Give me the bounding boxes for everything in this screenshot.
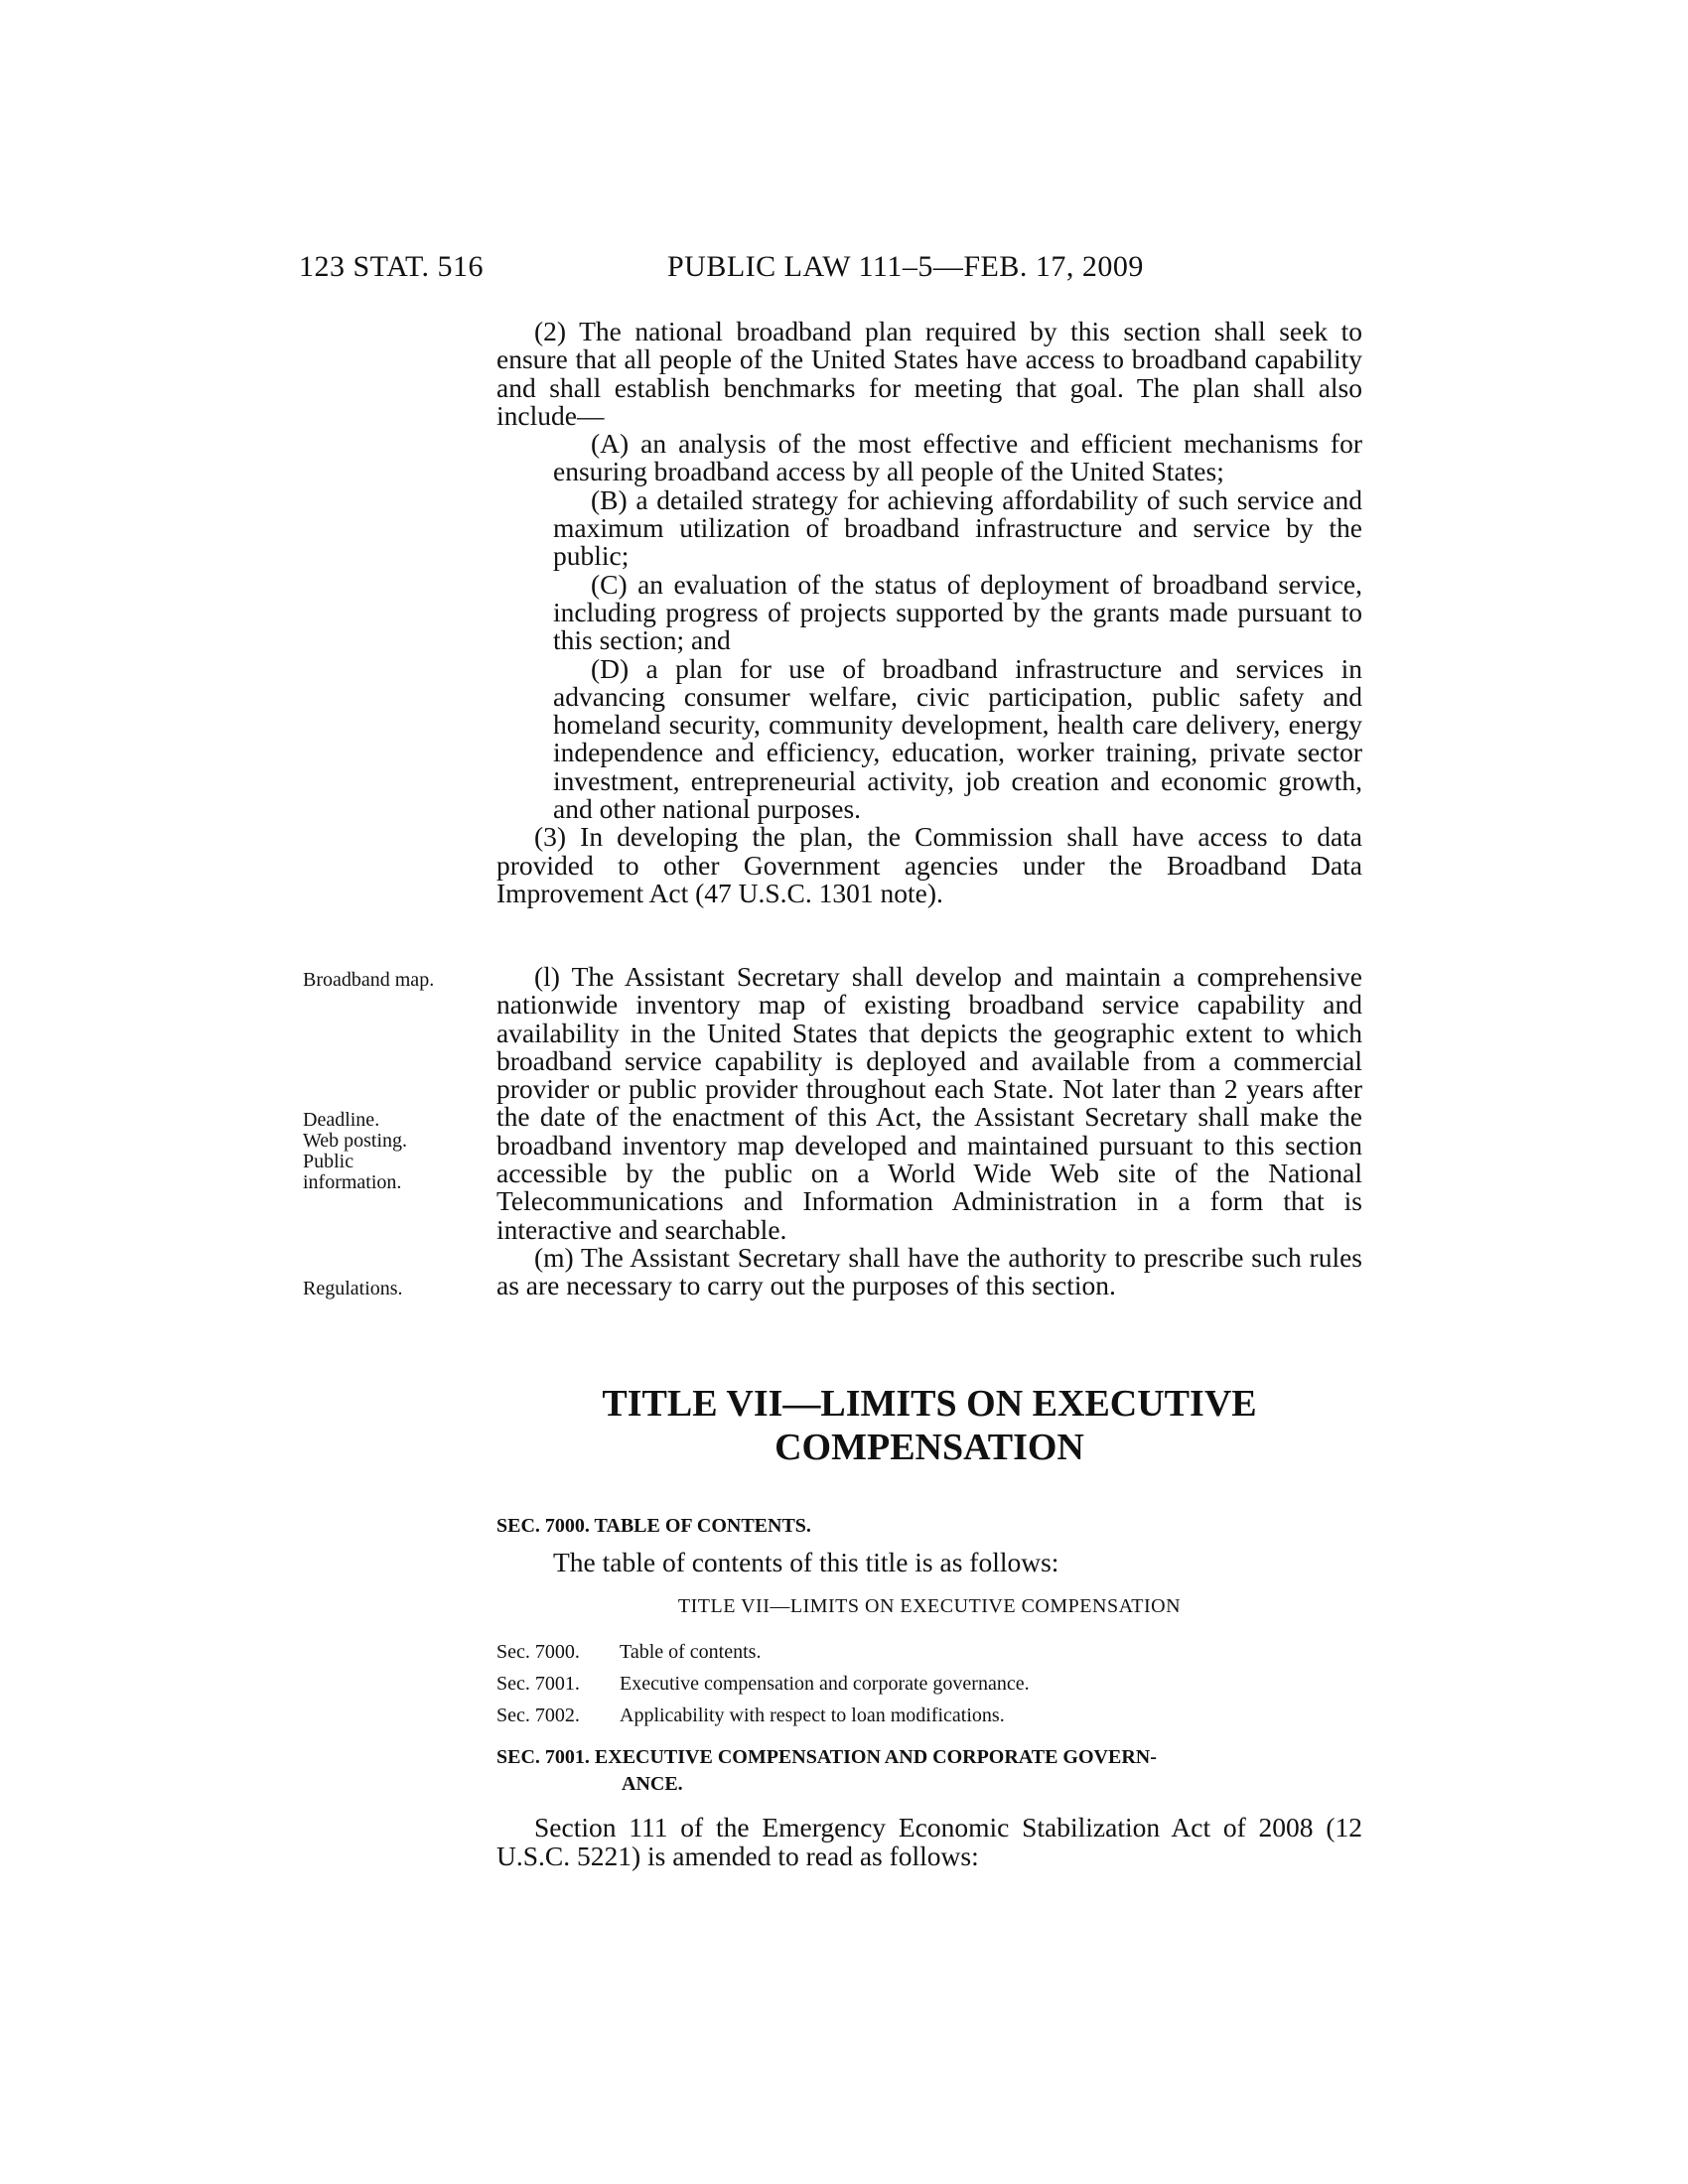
section-7001-paragraph: Section 111 of the Emergency Economic Stabilization Act of 2008 (12 U.S.C. 5221) is amended to read as follows:	[496, 1812, 1362, 1871]
margin-note-regulations: Regulations.	[303, 1278, 403, 1299]
toc-entry	[496, 1700, 1030, 1731]
margin-note-web-posting: Web posting.	[303, 1130, 408, 1152]
margin-note-broadband-map: Broadband map.	[303, 969, 435, 991]
body-lower	[496, 963, 1362, 1300]
subsection-m: (m) The Assistant Secretary shall have the authority to prescribe such rules as are necessary to carry out the purposes of this section.	[496, 1241, 1362, 1301]
title-line-1: TITLE VII—LIMITS ON EXECUTIVE	[602, 1383, 1257, 1425]
toc-title: TITLE VII—LIMITS ON EXECUTIVE COMPENSATION	[677, 1595, 1182, 1617]
title-line-2: COMPENSATION	[774, 1427, 1084, 1468]
subparagraph-b: (B) a detailed strategy for achieving affordability of such service and maximum utilization of broadband infrastructure and service by the public;	[553, 483, 1362, 572]
toc-entry-number: Sec. 7002.	[496, 1705, 580, 1726]
toc-entry-label: Executive compensation and corporate governance.	[620, 1673, 1030, 1695]
section-7001-heading	[496, 1744, 1362, 1798]
toc-list	[496, 1636, 1030, 1731]
toc-entry-number: Sec. 7000.	[496, 1641, 580, 1663]
subparagraph-c: (C) an evaluation of the status of deployment of broadband service, including progress of projects supported by the grants made pursuant to this section; and	[553, 568, 1362, 656]
toc-entry-number: Sec. 7001.	[496, 1673, 580, 1695]
subsection-l: (l) The Assistant Secretary shall develop and maintain a comprehensive nationwide inventory map of existing broadband service capability and availability in the United States that depicts the geographic extent to which broadband service capability is deployed and available from a commercial provider or public provider throughout each State. Not later than 2 years after the date of the enactment of this Act, the Assistant Secretary shall make the broadband inventory map developed and maintained pursuant to this section accessible by the public on a World Wide Web site of the National Telecommunications and Information Administration in a form that is interactive and searchable.	[496, 961, 1362, 1245]
margin-note-public: Public	[303, 1151, 354, 1172]
paragraph-3: (3) In developing the plan, the Commission shall have access to data provided to other Government agencies under the Broadband Data Improvement Act (47 U.S.C. 1301 note).	[496, 821, 1362, 908]
toc-entry	[496, 1636, 1030, 1668]
page-reference: 123 STAT. 516	[299, 250, 485, 283]
running-header: PUBLIC LAW 111–5—FEB. 17, 2009	[667, 250, 1144, 283]
section-7001-text	[496, 1813, 1362, 1870]
title-heading	[496, 1382, 1362, 1469]
paragraph-2: (2) The national broadband plan required by this section shall seek to ensure that all people of the United States have access to broadband capability and shall establish benchmarks for meeting that goal. The plan shall also include—	[496, 316, 1362, 431]
toc-intro: The table of contents of this title is as follows:	[553, 1547, 1059, 1577]
margin-note-deadline: Deadline.	[303, 1109, 380, 1131]
margin-note-information: information.	[303, 1171, 402, 1193]
section-7000-heading: SEC. 7000. TABLE OF CONTENTS.	[496, 1515, 811, 1537]
subparagraph-a: (A) an analysis of the most effective and efficient mechanisms for ensuring broadband access by all people of the United States;	[553, 428, 1362, 487]
toc-entry	[496, 1668, 1030, 1700]
toc-entry-label: Applicability with respect to loan modifications.	[620, 1705, 1005, 1726]
section-7001-heading-line-1: SEC. 7001. EXECUTIVE COMPENSATION AND CORPORATE GOVERN-	[496, 1746, 1157, 1768]
toc-entry-label: Table of contents.	[620, 1641, 762, 1663]
subparagraph-d: (D) a plan for use of broadband infrastructure and services in advancing consumer welfare, civic participation, public safety and homeland security, community development, health care delivery, energy independence and efficiency, education, worker training, private sector investment, entrepreneurial activity, job creation and economic growth, and other national purposes.	[553, 652, 1362, 825]
body-upper	[496, 318, 1362, 907]
margin-note-deadline-group	[303, 1110, 482, 1193]
section-7001-heading-line-2: ANCE.	[622, 1773, 683, 1795]
